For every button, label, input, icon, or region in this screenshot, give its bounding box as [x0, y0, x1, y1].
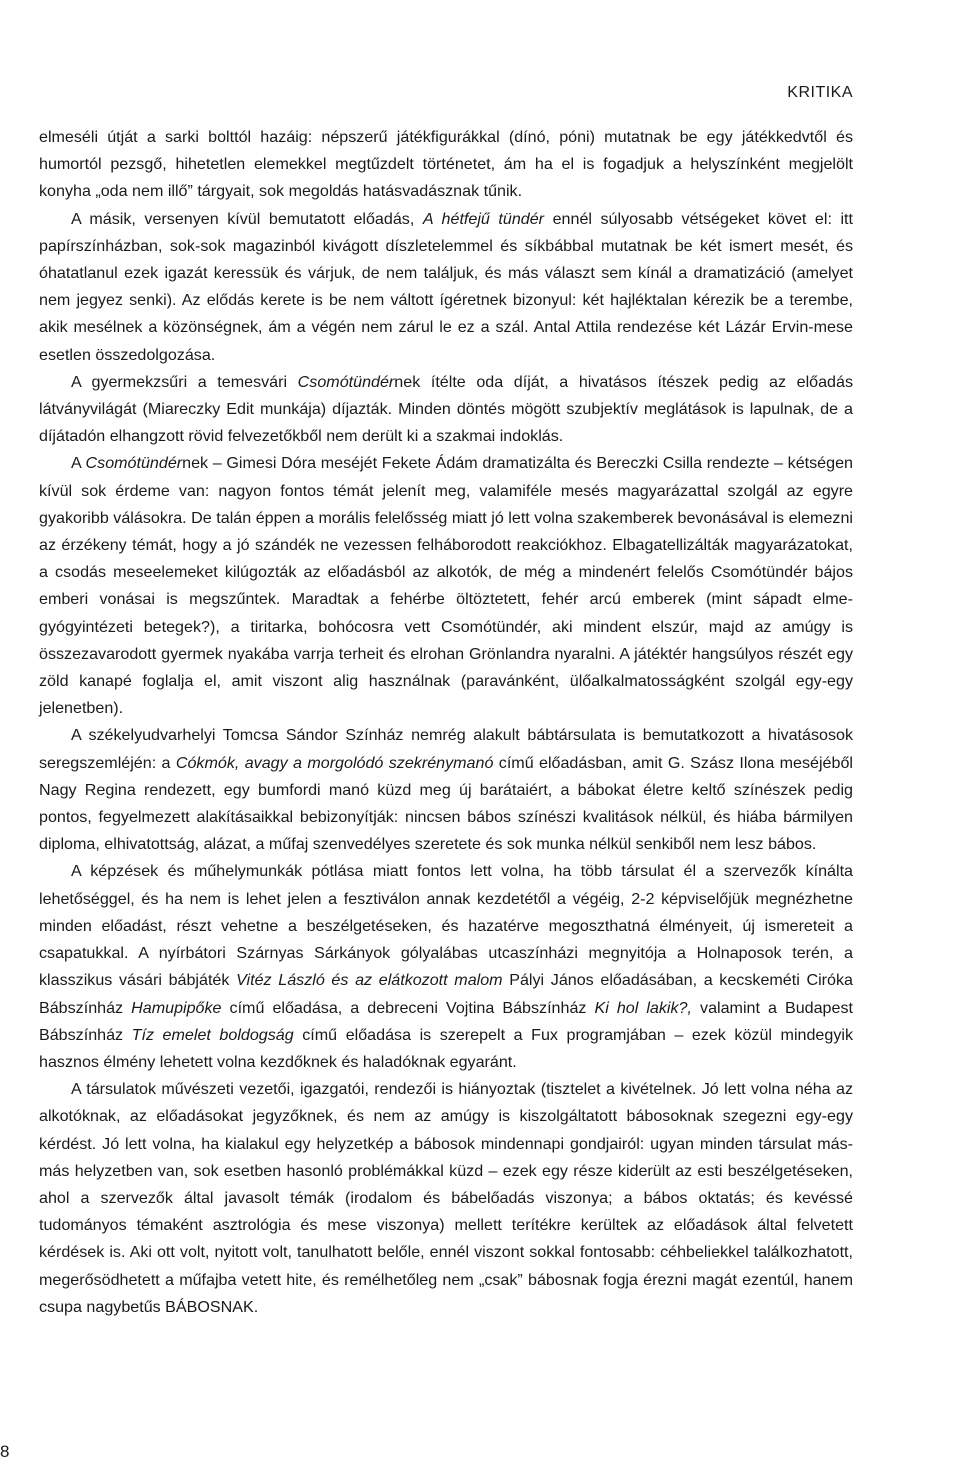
paragraph-3 — [39, 369, 853, 451]
text-run: című előadása, a debreceni Vojtina Bábszínház — [221, 998, 595, 1017]
text-run: valamint a Budapest Bábszínház — [39, 998, 853, 1044]
paragraph-5 — [39, 722, 853, 858]
text-run: című előadásban, amit G. Szász Ilona meséjéből Nagy Regina rendezett, egy bumfordi manó küzd meg új barátaiért, a bábokat életre keltő színészek pedig pontos, fegyelmezett alakításaikkal bebizonyítják: nincsen bábos színészi kvalitások nélkül, és hiába bármilyen diploma, elhivatottság, alázat, a műfaj szenvedélyes szeretete és sok munka nélkül senkiből nem lesz bábos. — [39, 753, 853, 854]
paragraph-6 — [39, 858, 853, 1076]
text-run: A másik, versenyen kívül bemutatott előadás, — [71, 209, 423, 228]
italic-title: Csomótündér — [85, 454, 183, 473]
italic-title: Tíz emelet boldogság — [131, 1025, 294, 1044]
text-run: A — [71, 454, 86, 473]
paragraph-1 — [39, 124, 853, 206]
italic-title: Ki hol lakik?, — [594, 998, 692, 1017]
italic-title: Cókmók, avagy a morgolódó szekrénymanó — [175, 753, 494, 772]
text-run: ennél súlyosabb vétségeket követ el: itt papírszínházban, sok-sok magazinból kivágott díszletelemmel és síkbábbal mutatnak be két ismert mesét, és óhatatlanul ezek igazát keressük és várjuk, de nem találjuk, és más választ sem kínál a dramatizáció (amelyet nem jegyez senki). Az elődás kerete is be nem váltott ígéretnek bizonyul: két hajléktalan kérezik be a terembe, akik mesélnek a közönségnek, ám a végén nem zárul le ez a szál. Antal Attila rendezése két Lázár Ervin-mese esetlen összedolgozása. — [39, 209, 853, 364]
page-number: 8 — [0, 1442, 10, 1461]
text-run: A képzések és műhelymunkák pótlása miatt fontos lett volna, ha több társulat él a szervezők kínálta lehetőséggel, és ha nem is lehet jelen a fesztiválon annak kezdetétől a végéig, 2-2 képviselőjük megnézhetne minden előadást, részt vehetne a beszélgetéseken, és hazatérve megoszthatná élményeit, új ismereteit a csapatukkal. A nyírbátori Szárnyas Sárkányok gólyalábas utcaszínházi megnyitója a Holnaposok terén, a klasszikus vásári bábjáték — [39, 862, 853, 990]
text-run: elmeséli útját a sarki bolttól hazáig: népszerű játékfigurákkal (dínó, póni) mutatnak be egy játékkedvtől és humortól pezsgő, hihetetlen elemekkel megtűzdelt történetet, ám ha el is fogadjuk a helyszínként megjelölt konyha „oda nem illő” tárgyait, sok megoldás hatásvadásznak tűnik. — [39, 128, 853, 201]
text-run: Pályi János előadásában, a kecskeméti Ciróka Bábszínház — [39, 971, 853, 1017]
text-run: A társulatok művészeti vezetői, igazgatói, rendezői is hiányoztak (tisztelet a kivételnek. Jó lett volna néha az alkotóknak, az előadásokat jegyzőknek, és nem az amúgy is kiszolgáltatott bábosoknak szegezni egy-egy kérdést. Jó lett volna, ha kialakul egy helyzetkép a bábosok mindennapi gondjairól: ugyan minden társulat más-más helyzetben van, sok esetben hasonló problémákkal küzd – ezek egy része kiderült az esti beszélgetéseken, ahol a szervezők által javasolt témák (irodalom és bábelőadás viszonya; a bábos oktatás; és kevéssé tudományos témaként asztrológia és mese viszonya) mellett terítékre kerültek az előadások által felvetett kérdések is. Aki ott volt, nyitott volt, tanulhatott belőle, ennél viszont sokkal fontosabb: céhbeliekkel találkozhatott, megerősödhetett a műfajba vetett hite, és remélhetőleg nem „csak” bábosnak fogja érezni magát ezentúl, hanem csupa nagybetűs BÁBOSNAK. — [39, 1080, 853, 1316]
italic-title: Hamupipőke — [131, 998, 222, 1017]
paragraph-7 — [39, 1076, 853, 1321]
italic-title: A hétfejű tündér — [422, 209, 545, 228]
text-run: című előadása is szerepelt a Fux programjában – ezek közül mindegyik hasznos élmény lehetett volna kezdőknek és haladóknak egyaránt. — [39, 1025, 853, 1071]
italic-title: Csomótündér — [297, 372, 395, 391]
article-body — [39, 124, 853, 1321]
paragraph-4 — [39, 450, 853, 722]
text-run: A székelyudvarhelyi Tomcsa Sándor Színház nemrég alakult bábtársulata is bemutatkozott a hivatásosok seregszemléjén: a — [39, 726, 853, 772]
section-header: KRITIKA — [787, 84, 853, 101]
text-run: A gyermekzsűri a temesvári — [71, 372, 298, 391]
paragraph-2 — [39, 206, 853, 369]
text-run: nek – Gimesi Dóra meséjét Fekete Ádám dramatizálta és Bereczki Csilla rendezte – kétségen kívül sok érdeme van: nagyon fontos témát jelenít meg, valamiféle mesés magyarázattal szolgál az egyre gyakoribb válásokra. De talán éppen a morális felelősség miatt jó lett volna szakemberek bevonásával is elemezni az érzékeny témát, hogy a jó szándék ne vezessen felháborodott reakciókhoz. Elbagatellizálták magyarázatokat, a csodás meseelemeket kilúgozták az előadásból az alkotók, de még a mindenért felelős Csomótündér bájos emberi vonásai is megszűntek. Maradtak a fehérbe öltöztetett, fehér arcú emberek (mint sápadt elme-gyógyintézeti betegek?), a tiritarka, bohócosra vett Csomótündér, aki mindent elszúr, majd az amúgy is összezavarodott gyermek nyakába varrja terheit és elrohan Grönlandra nyaralni. A játéktér hangsúlyos részét egy zöld kanapé foglalja el, amit viszont alig használnak (paravánként, ülőalkalmatosságként szolgál egy-egy jelenetben). — [39, 454, 853, 718]
text-run: nek ítélte oda díját, a hivatásos ítészek pedig az előadás látványvilágát (Miareczky Edit munkája) díjazták. Minden döntés mögött szubjektív meglátások is lapulnak, de a díjátadón elhangzott rövid felvezetőkből nem derült ki a szakmai indoklás. — [39, 372, 853, 446]
italic-title: Vitéz László és az elátkozott malom — [236, 971, 503, 990]
